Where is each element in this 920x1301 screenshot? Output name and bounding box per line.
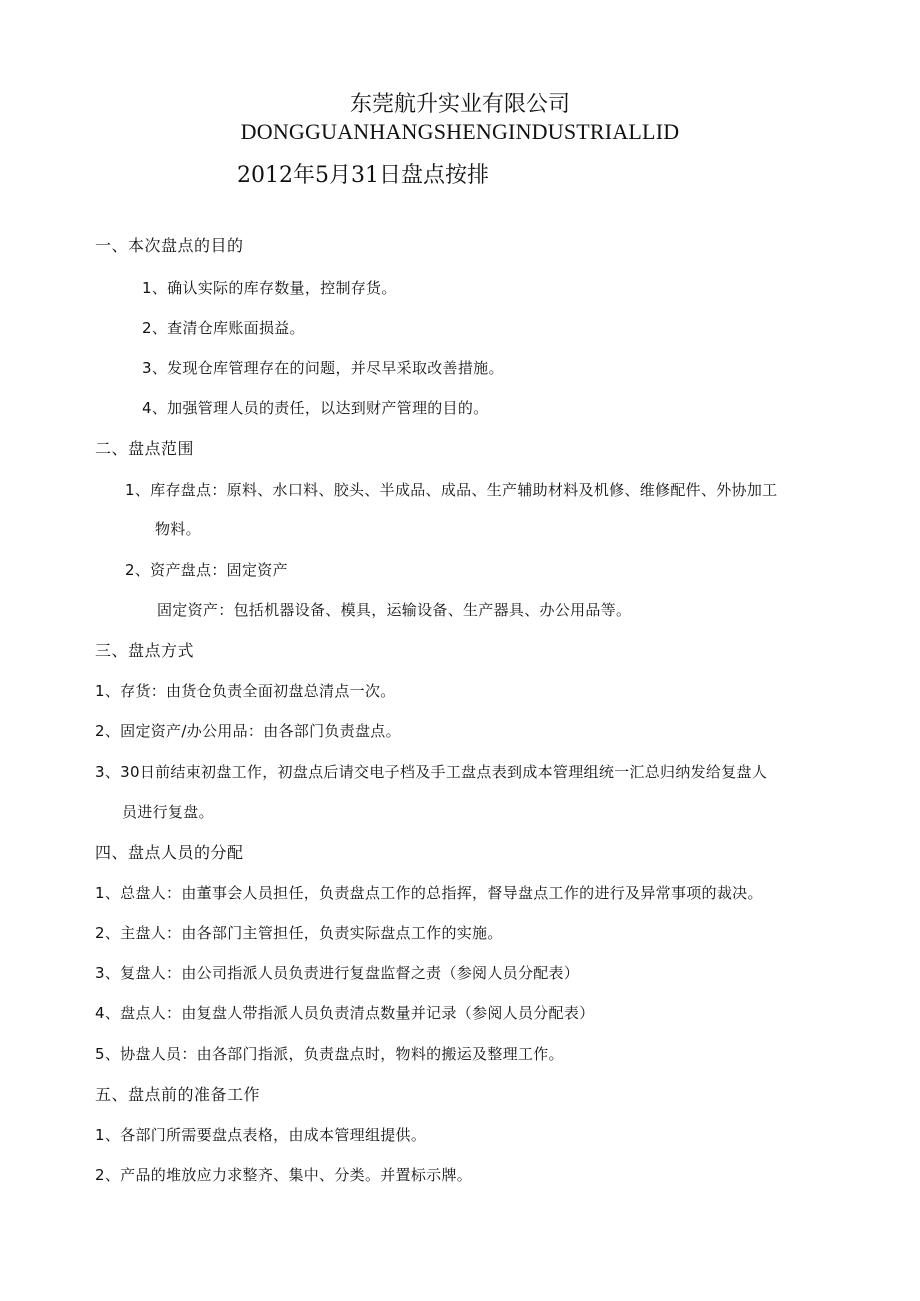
list-item: 3、30日前结束初盘工作，初盘点后请交电子档及手工盘点表到成本管理组统一汇总归纳发给复盘人 xyxy=(95,763,768,781)
list-item: 2、产品的堆放应力求整齐、集中、分类。并置标示牌。 xyxy=(95,1166,473,1184)
list-item: 3、发现仓库管理存在的问题，并尽早采取改善措施。 xyxy=(142,359,504,377)
list-item: 5、协盘人员：由各部门指派，负责盘点时，物料的搬运及整理工作。 xyxy=(95,1045,564,1063)
company-name-chinese: 东莞航升实业有限公司 xyxy=(349,92,570,117)
list-item: 3、复盘人：由公司指派人员负责进行复盘监督之责（参阅人员分配表） xyxy=(95,964,580,982)
list-item: 2、固定资产/办公用品：由各部门负责盘点。 xyxy=(95,722,401,740)
list-item: 1、库存盘点：原料、水口料、胶头、半成品、成品、生产辅助材料及机修、维修配件、外协加工 xyxy=(125,481,778,499)
list-item: 4、盘点人：由复盘人带指派人员负责清点数量并记录（参阅人员分配表） xyxy=(95,1004,595,1022)
list-item: 4、加强管理人员的责任，以达到财产管理的目的。 xyxy=(142,399,489,417)
list-item-detail: 固定资产：包括机器设备、模具，运输设备、生产器具、办公用品等。 xyxy=(157,601,632,619)
company-name-english: DONGGUANHANGSHENGINDUSTRIALLID xyxy=(240,119,680,144)
list-item: 2、查清仓库账面损益。 xyxy=(142,319,305,337)
section-heading: 五、盘点前的准备工作 xyxy=(95,1085,261,1104)
list-item-continuation: 物料。 xyxy=(155,520,201,538)
list-item: 2、资产盘点：固定资产 xyxy=(125,561,288,579)
document-title: 2012年5月31日盘点按排 xyxy=(237,163,489,188)
section-heading: 二、盘点范围 xyxy=(95,439,195,458)
list-item: 2、主盘人：由各部门主管担任，负责实际盘点工作的实施。 xyxy=(95,924,503,942)
list-item: 1、存货：由货仓负责全面初盘总清点一次。 xyxy=(95,682,396,700)
list-item: 1、各部门所需要盘点表格，由成本管理组提供。 xyxy=(95,1126,427,1144)
section-heading: 三、盘点方式 xyxy=(95,641,195,660)
list-item-continuation: 员进行复盘。 xyxy=(122,803,214,821)
section-heading: 四、盘点人员的分配 xyxy=(95,843,244,862)
list-item: 1、确认实际的库存数量，控制存货。 xyxy=(142,279,397,297)
list-item: 1、总盘人：由董事会人员担任，负责盘点工作的总指挥，督导盘点工作的进行及异常事项的裁决。 xyxy=(95,884,763,902)
section-heading: 一、本次盘点的目的 xyxy=(95,236,244,255)
